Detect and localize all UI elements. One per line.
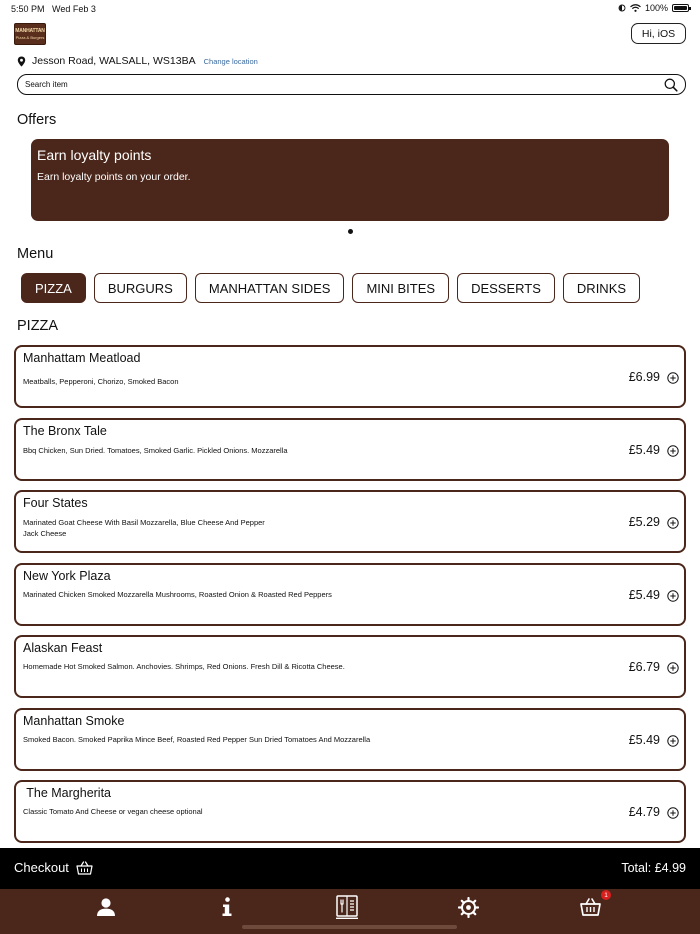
category-tabs: [21, 273, 640, 303]
basket-icon: [76, 861, 93, 875]
restaurant-logo[interactable]: [14, 23, 46, 45]
tab-menu[interactable]: [335, 895, 359, 919]
offer-title: Earn loyalty points: [37, 147, 152, 163]
item-name: New York Plaza: [23, 568, 111, 583]
item-price: £5.29: [628, 515, 660, 529]
item-name: Manhattan Smoke: [23, 713, 125, 728]
offers-title: Offers: [17, 112, 57, 128]
status-time: 5:50 PM: [11, 4, 45, 14]
status-right: [618, 3, 689, 13]
item-description: Homemade Hot Smoked Salmon. Anchovies. Shrimps, Red Onions. Fresh Dill & Ricotta Cheese.: [23, 662, 345, 671]
category-section-title: PIZZA: [17, 318, 59, 334]
basket-count-badge: 1: [601, 890, 611, 900]
menu-item[interactable]: [14, 635, 686, 698]
add-item-icon[interactable]: [667, 590, 679, 602]
item-price: £5.49: [628, 442, 660, 457]
category-tab-burgurs[interactable]: BURGURS: [94, 273, 187, 303]
wifi-icon: [630, 4, 641, 12]
item-name: The Margherita: [23, 786, 112, 800]
info-icon: [221, 897, 233, 917]
profile-icon: [96, 897, 116, 917]
settings-icon: [458, 897, 479, 918]
category-tab-drinks[interactable]: DRINKS: [563, 273, 640, 303]
tab-profile[interactable]: [94, 895, 118, 919]
change-location-link[interactable]: Change location: [203, 56, 258, 66]
add-item-icon[interactable]: [667, 517, 679, 529]
location-address: Jesson Road, WALSALL, WS13BA: [32, 55, 196, 67]
item-name: The Bronx Tale: [23, 423, 107, 438]
item-description: Bbq Chicken, Sun Dried. Tomatoes, Smoked Garlic. Pickled Onions. Mozzarella: [23, 445, 288, 455]
carousel-page-indicator[interactable]: [348, 229, 353, 234]
basket-icon: [580, 898, 601, 916]
menu-item[interactable]: [14, 418, 686, 481]
item-description: Classic Tomato And Cheese or vegan cheese optional: [23, 807, 203, 816]
tab-settings[interactable]: [456, 895, 480, 919]
delivery-location: [17, 55, 258, 67]
category-tab-mini-bites[interactable]: MINI BITES: [352, 273, 449, 303]
search-icon[interactable]: [664, 78, 678, 92]
item-description: Smoked Bacon. Smoked Paprika Mince Beef, Roasted Red Pepper Sun Dried Tomatoes And Mozzarella: [23, 734, 371, 744]
item-price: £5.49: [628, 587, 660, 602]
item-price: £6.79: [628, 660, 660, 674]
checkout-bar[interactable]: [0, 848, 700, 889]
item-name: Alaskan Feast: [23, 641, 103, 655]
add-item-icon[interactable]: [667, 445, 679, 457]
menu-icon: [336, 895, 358, 919]
item-name: Four States: [23, 496, 88, 510]
item-name: Manhattam Meatload: [23, 351, 141, 365]
offer-card[interactable]: [31, 139, 669, 221]
checkout-button[interactable]: [14, 860, 93, 875]
battery-icon: [672, 4, 689, 12]
item-description: Meatballs, Pepperoni, Chorizo, Smoked Bacon: [23, 377, 179, 386]
menu-item[interactable]: [14, 490, 686, 553]
add-item-icon[interactable]: [667, 662, 679, 674]
cart-total: Total: £4.99: [621, 861, 686, 875]
item-price: £4.79: [628, 805, 660, 819]
menu-item-list: [14, 345, 686, 853]
search-input[interactable]: [25, 80, 645, 89]
item-description: Marinated Chicken Smoked Mozzarella Mushrooms, Roasted Onion & Roasted Red Peppers: [23, 589, 332, 599]
logo-subtext: Pizza & Burgers: [15, 35, 45, 40]
category-tab-pizza[interactable]: PIZZA: [21, 273, 86, 303]
logo-text: MANHATTAN: [15, 28, 45, 34]
add-item-icon[interactable]: [667, 735, 679, 747]
tab-info[interactable]: [215, 895, 239, 919]
search-bar: [17, 74, 686, 95]
add-item-icon[interactable]: [667, 807, 679, 819]
menu-item[interactable]: [14, 708, 686, 771]
item-price: £5.49: [628, 732, 660, 747]
category-tab-desserts[interactable]: DESSERTS: [457, 273, 555, 303]
battery-percent: 100%: [644, 3, 668, 13]
category-tab-manhattan-sides[interactable]: MANHATTAN SIDES: [195, 273, 345, 303]
moon-lock-icon: [618, 4, 626, 12]
menu-item[interactable]: [14, 780, 686, 843]
menu-title: Menu: [17, 246, 54, 262]
checkout-label: Checkout: [14, 860, 69, 875]
add-item-icon[interactable]: [667, 372, 679, 384]
account-greeting-button[interactable]: Hi, iOS: [631, 23, 686, 44]
menu-item[interactable]: [14, 345, 686, 408]
tab-basket[interactable]: [578, 891, 608, 919]
offer-description: Earn loyalty points on your order.: [37, 171, 191, 183]
item-description: Marinated Goat Cheese With Basil Mozzarella, Blue Cheese And Pepper Jack Cheese: [23, 518, 265, 538]
status-date: Wed Feb 3: [52, 4, 96, 14]
home-indicator[interactable]: [242, 925, 457, 929]
item-price: £6.99: [628, 370, 660, 384]
menu-item[interactable]: [14, 563, 686, 626]
status-bar: [0, 0, 700, 18]
location-pin-icon: [17, 56, 26, 67]
